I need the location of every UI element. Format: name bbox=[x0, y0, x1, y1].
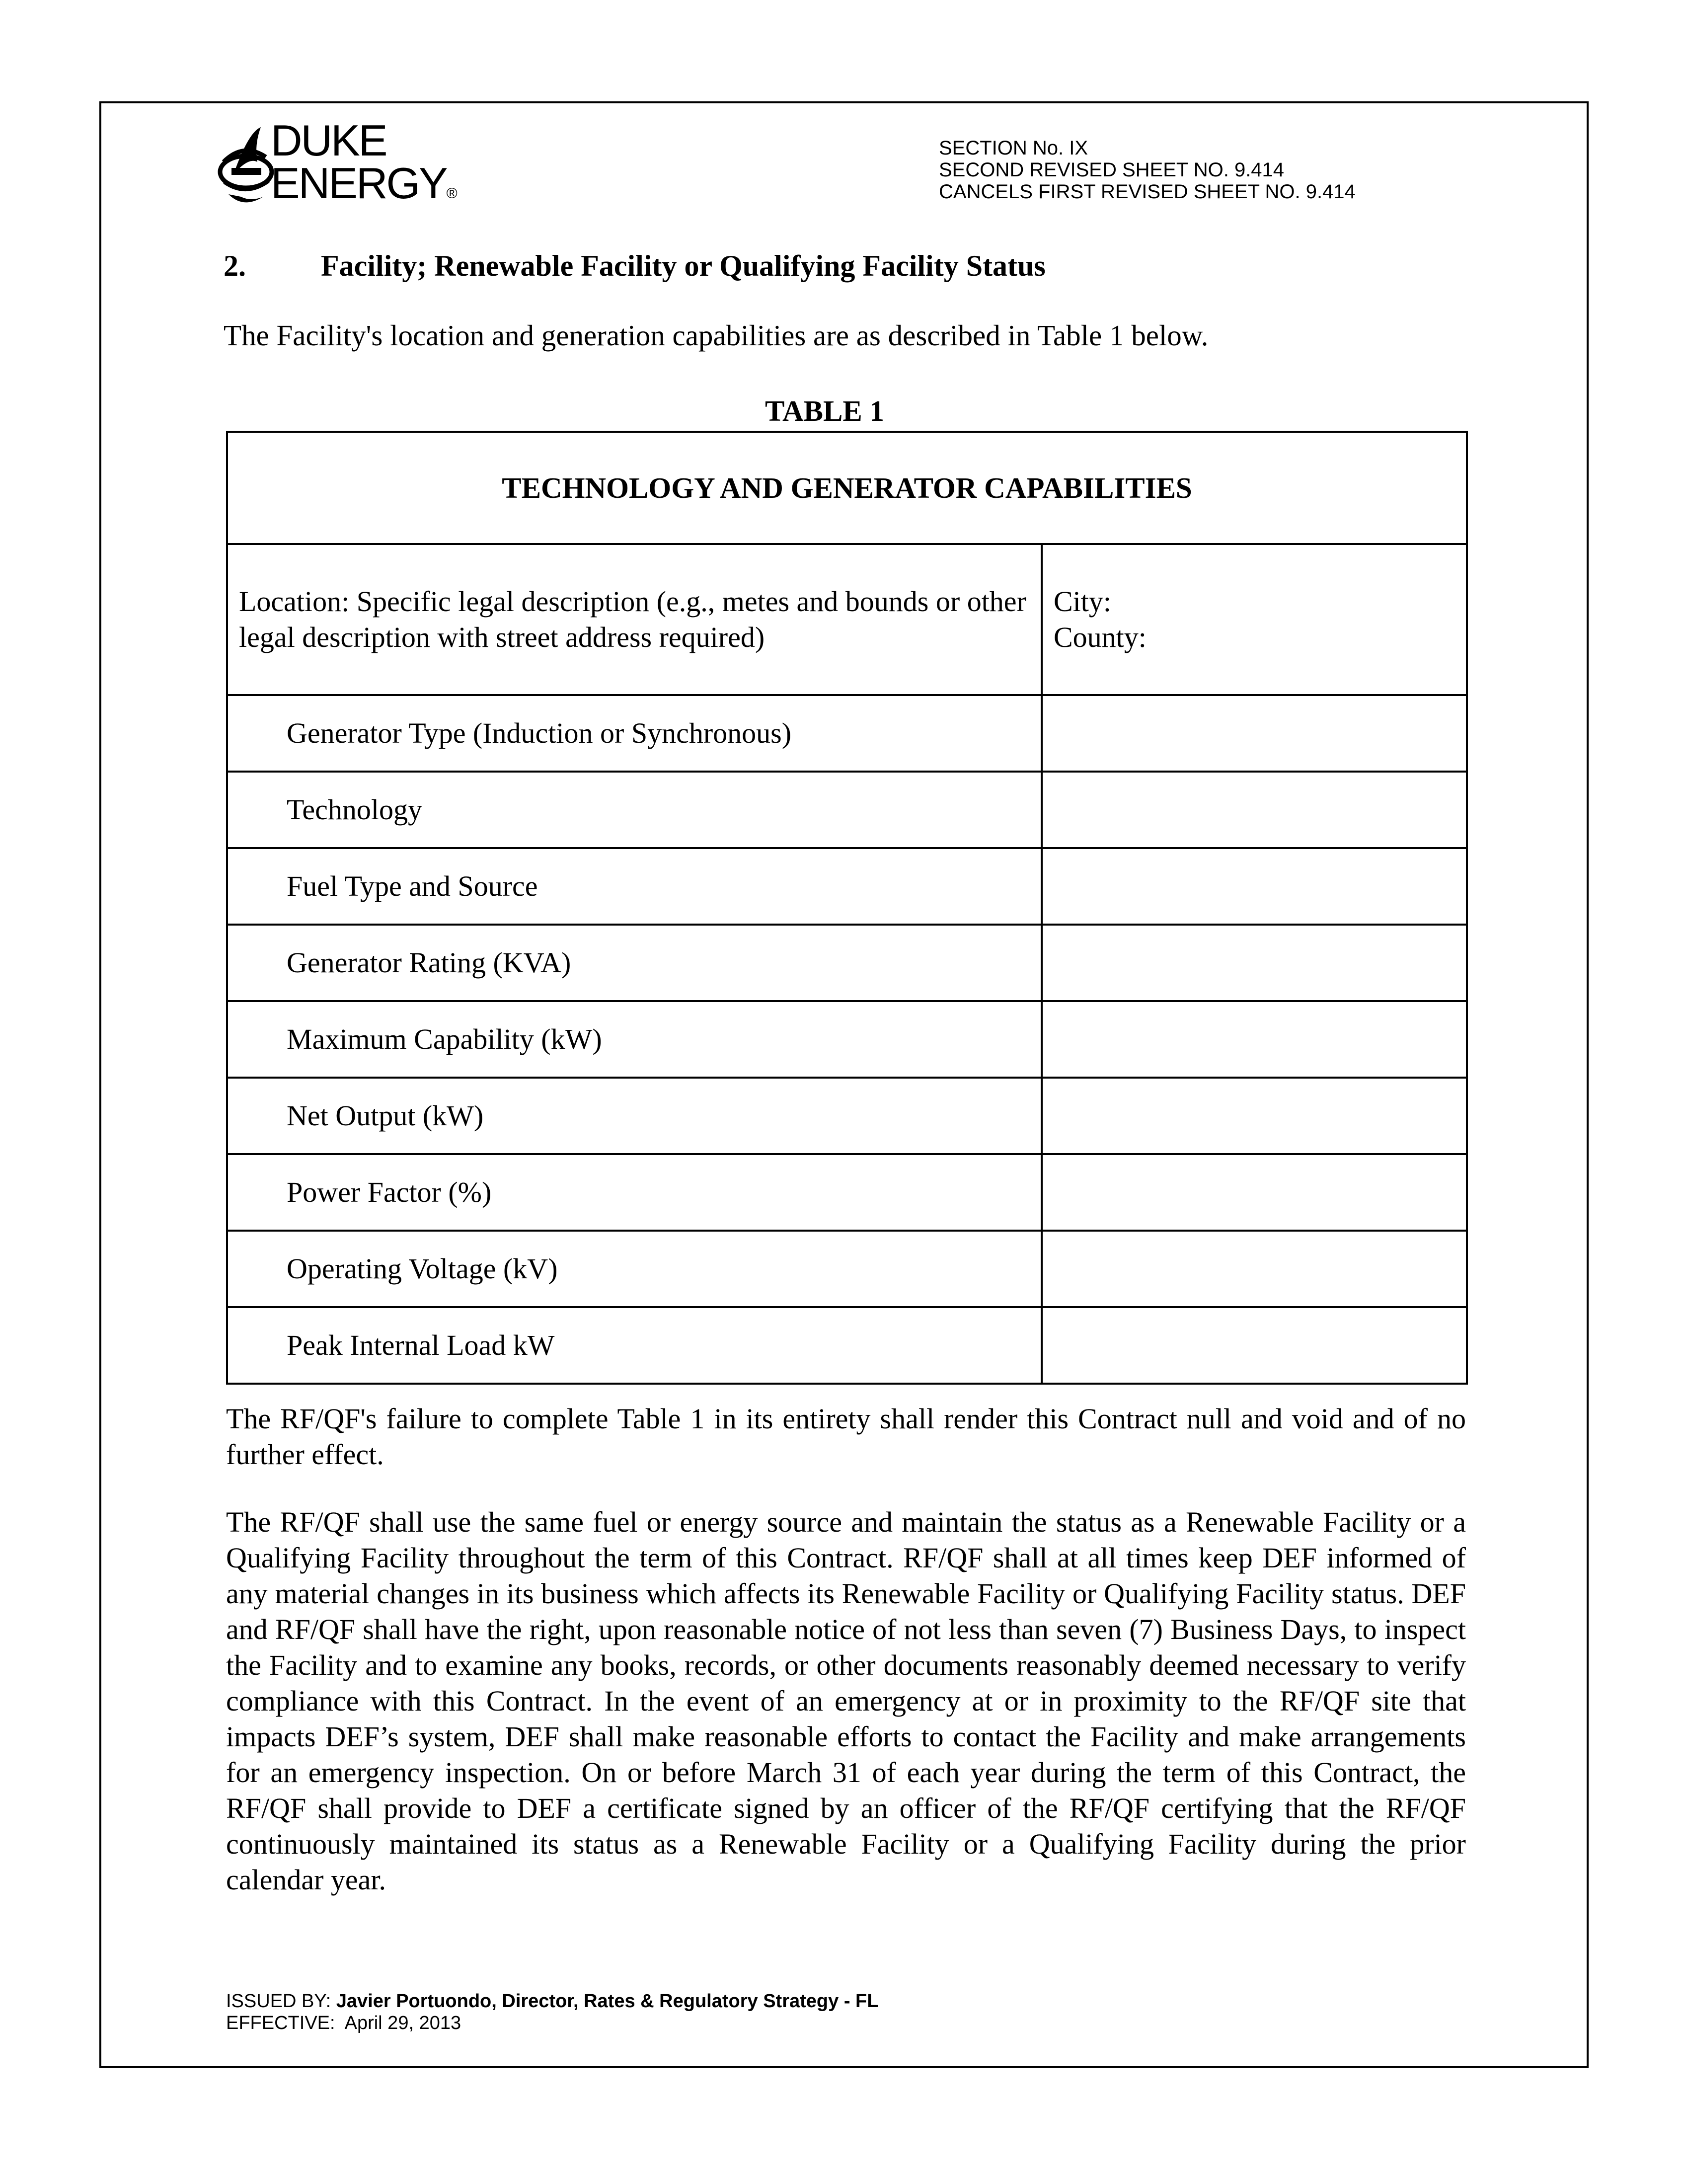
row-label-fuel-type: Fuel Type and Source bbox=[227, 848, 1042, 925]
sheet-number: SECOND REVISED SHEET NO. 9.414 bbox=[939, 159, 1285, 181]
value-cell-generator-type[interactable] bbox=[1042, 695, 1467, 772]
effective-line bbox=[226, 2012, 878, 2034]
table-header: TECHNOLOGY AND GENERATOR CAPABILITIES bbox=[227, 432, 1467, 544]
row-label-generator-rating: Generator Rating (KVA) bbox=[227, 925, 1042, 1001]
capabilities-table bbox=[226, 431, 1468, 1385]
table-title: TABLE 1 bbox=[765, 394, 884, 427]
row-label-generator-type: Generator Type (Induction or Synchronous) bbox=[227, 695, 1042, 772]
section-info bbox=[939, 137, 1356, 203]
city-county-cell[interactable] bbox=[1042, 544, 1467, 695]
row-label-operating-voltage: Operating Voltage (kV) bbox=[227, 1231, 1042, 1307]
value-cell-fuel-type[interactable] bbox=[1042, 848, 1467, 925]
effective-label: EFFECTIVE: bbox=[226, 2013, 335, 2033]
heading-title: Facility; Renewable Facility or Qualifying Facility Status bbox=[321, 249, 1046, 282]
row-label-net-output: Net Output (kW) bbox=[227, 1078, 1042, 1154]
issued-value: Javier Portuondo, Director, Rates & Regulatory Strategy - FL bbox=[336, 1991, 879, 2012]
logo-wordmark bbox=[271, 116, 458, 215]
value-cell-operating-voltage[interactable] bbox=[1042, 1231, 1467, 1307]
value-cell-generator-rating[interactable] bbox=[1042, 925, 1467, 1001]
issued-label: ISSUED BY: bbox=[226, 1991, 331, 2012]
issued-by-line bbox=[226, 1990, 878, 2012]
intro-text: The Facility's location and generation capabilities are as described in Table 1 below. bbox=[224, 319, 1209, 352]
logo-line-duke: DUKE bbox=[271, 116, 386, 165]
effective-value: April 29, 2013 bbox=[344, 2013, 461, 2033]
value-cell-peak-internal-load[interactable] bbox=[1042, 1307, 1467, 1384]
value-cell-power-factor[interactable] bbox=[1042, 1154, 1467, 1231]
section-number: SECTION No. IX bbox=[939, 137, 1088, 159]
paragraph-failure-to-complete: The RF/QF's failure to complete Table 1 in its entirety shall render this Contract null and void and of no further effect. bbox=[226, 1403, 1466, 1471]
row-label-technology: Technology bbox=[227, 772, 1042, 848]
logo-line-energy bbox=[271, 158, 458, 215]
logo-energy-text: ENERGY bbox=[271, 158, 447, 208]
county-label: County: bbox=[1054, 621, 1147, 653]
location-label: Location: Specific legal description (e.g., metes and bounds or other legal description with street address required) bbox=[227, 544, 1042, 695]
value-cell-technology[interactable] bbox=[1042, 772, 1467, 848]
cancels-sheet: CANCELS FIRST REVISED SHEET NO. 9.414 bbox=[939, 181, 1356, 203]
footer bbox=[226, 1990, 878, 2034]
section-heading bbox=[224, 248, 1046, 283]
paragraph-status-maintenance: The RF/QF shall use the same fuel or energy source and maintain the status as a Renewable Facility or a Qualifying Facility throughout the term of this Contract. RF/QF shall at all times keep DEF informed of any material changes in its business which affects its Renewable Facility or Qualifying Facility status. DEF and RF/QF shall have the right, upon reasonable notice of not less than seven (7) Business Days, to inspect the Facility and to examine any books, records, or other documents reasonably deemed necessary to verify compliance with this Contract. In the event of an emergency at or in proximity to the RF/QF site that impacts DEF’s system, DEF shall make reasonable efforts to contact the Facility and make arrangements for an emergency inspection. On or before March 31 of each year during the term of this Contract, the RF/QF shall provide to DEF a certificate signed by an officer of the RF/QF certifying that the RF/QF continuously maintained its status as a Renewable Facility or a Qualifying Facility during the prior calendar year. bbox=[226, 1506, 1466, 1896]
value-cell-net-output[interactable] bbox=[1042, 1078, 1467, 1154]
row-label-maximum-capability: Maximum Capability (kW) bbox=[227, 1001, 1042, 1078]
value-cell-maximum-capability[interactable] bbox=[1042, 1001, 1467, 1078]
row-label-power-factor: Power Factor (%) bbox=[227, 1154, 1042, 1231]
heading-number: 2. bbox=[224, 249, 246, 282]
registered-mark: ® bbox=[446, 185, 458, 202]
row-label-peak-internal-load: Peak Internal Load kW bbox=[227, 1307, 1042, 1384]
city-label: City: bbox=[1054, 585, 1112, 618]
